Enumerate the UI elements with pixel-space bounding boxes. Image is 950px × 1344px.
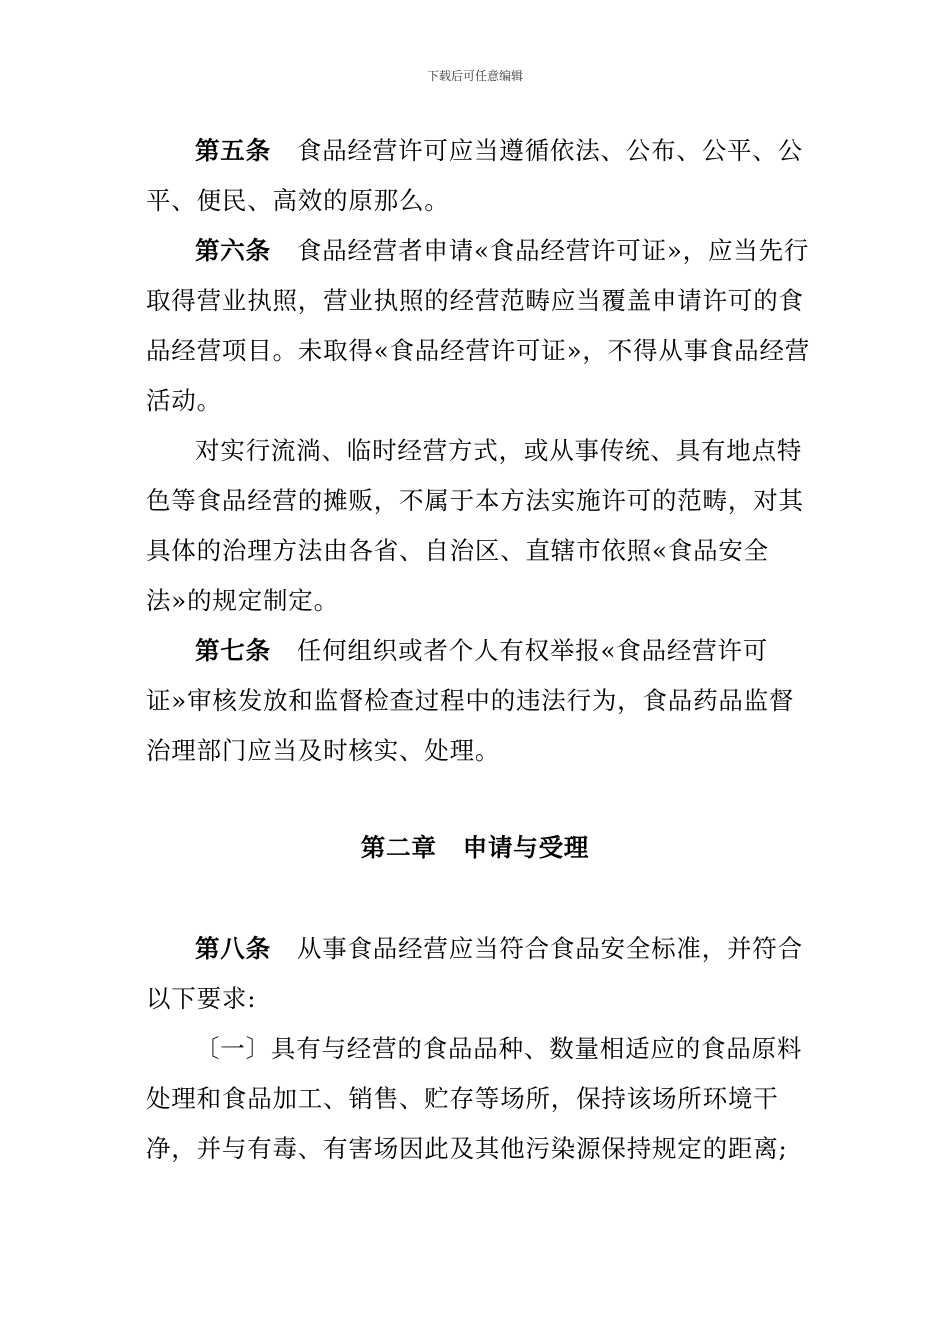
article-7 bbox=[146, 626, 812, 776]
article-8-text: 从事食品经营应当符合食品安全标准，并符合以下要求: bbox=[146, 934, 803, 1013]
article-6-paragraph-2: 对实行流淌、临时经营方式，或从事传统、具有地点特色等食品经营的摊贩，不属于本方法实施许可的范畴，对其具体的治理方法由各省、自治区、直辖市依照«食品安全法»的规定制定。 bbox=[146, 436, 804, 615]
article-6 bbox=[146, 226, 812, 426]
article-7-text: 任何组织或者个人有权举报«食品经营许可证»审核发放和监督检查过程中的违法行为，食品药品监督治理部门应当及时核实、处理。 bbox=[146, 636, 795, 765]
article-8 bbox=[146, 924, 812, 1024]
article-block-1 bbox=[146, 126, 812, 776]
article-5-text: 食品经营许可应当遵循依法、公布、公平、公平、便民、高效的原那么。 bbox=[146, 136, 803, 215]
article-7-lead: 第七条 bbox=[195, 636, 271, 665]
article-8-item-1: 〔一〕具有与经营的食品品种、数量相适应的食品原料处理和食品加工、销售、贮存等场所，保持该场所环境干净，并与有毒、有害场因此及其他污染源保持规定的距离; bbox=[146, 1034, 803, 1163]
article-block-2 bbox=[146, 924, 812, 1174]
article-5 bbox=[146, 126, 812, 226]
chapter-title: 申请与受理 bbox=[462, 833, 590, 862]
chapter-heading bbox=[0, 826, 950, 870]
article-5-lead: 第五条 bbox=[195, 136, 271, 165]
chapter-number: 第二章 bbox=[360, 833, 437, 862]
article-6-text: 食品经营者申请«食品经营许可证»，应当先行取得营业执照，营业执照的经营范畴应当覆盖申请许可的食品经营项目。未取得«食品经营许可证»，不得从事食品经营活动。 bbox=[146, 236, 811, 415]
article-6-lead: 第六条 bbox=[195, 236, 271, 265]
page-header: 下载后可任意编辑 bbox=[426, 69, 523, 83]
article-8-lead: 第八条 bbox=[195, 934, 271, 963]
